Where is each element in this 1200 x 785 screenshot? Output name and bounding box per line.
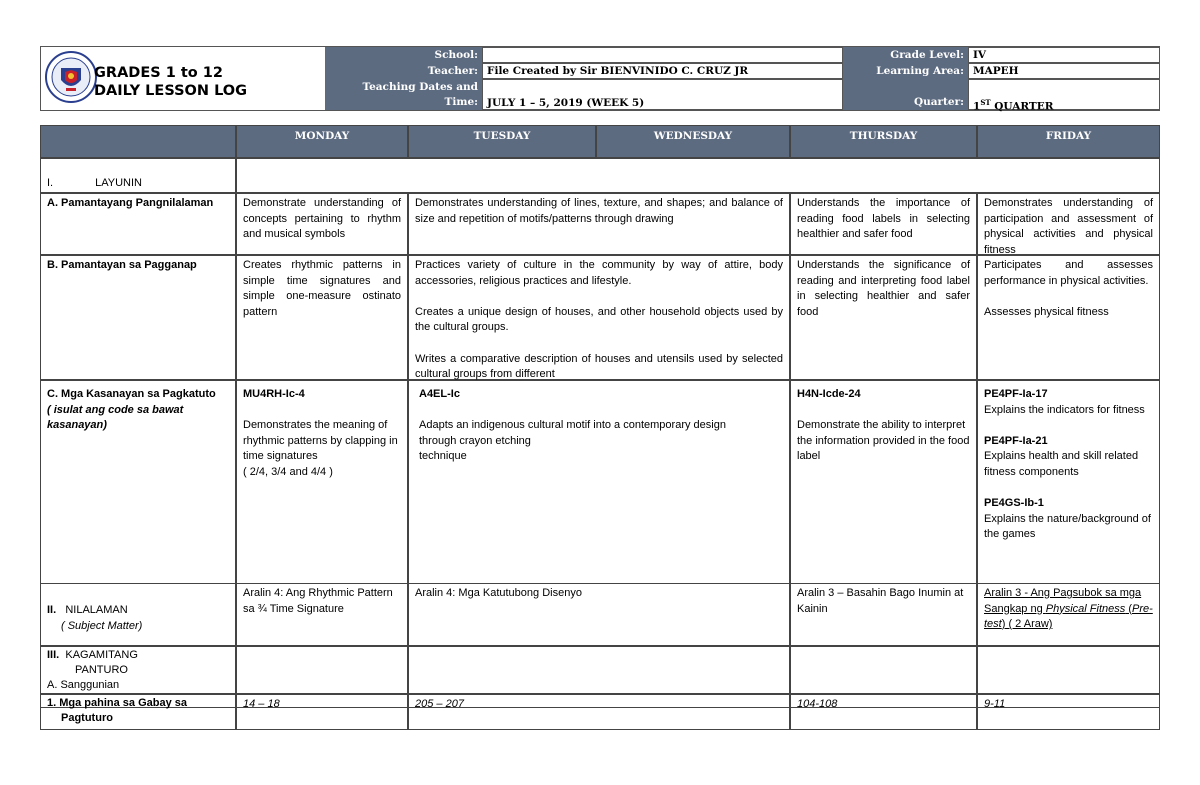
row-c-tue-text: Adapts an indigenous cultural motif into a contemporary design through crayon etching (419, 419, 726, 447)
row-c-monday-text-2: ( 2/4, 3/4 and 4/4 ) (243, 465, 333, 478)
learning-area-label: Learning Area: (843, 63, 968, 79)
layunin-number: I. (47, 177, 54, 189)
row-nilalaman-tuesday-wednesday: Aralin 4: Mga Katutubong Disenyo (408, 583, 790, 646)
row-nilalaman-thursday: Aralin 3 – Basahin Bago Inumin at Kainin (790, 583, 977, 646)
grade-level-label: Grade Level: (843, 47, 968, 63)
row-kagamitan-thursday (790, 646, 977, 694)
grade-level-field[interactable]: IV (968, 47, 1160, 63)
row-c-fri-text-1: Explains the indicators for fitness (984, 403, 1145, 416)
row-b-label: B. Pamantayan sa Pagganap (40, 255, 236, 380)
quarter-label: Quarter: (843, 79, 968, 110)
lesson-log-table (40, 125, 1160, 730)
row-pahina-friday: 9-11 (977, 694, 1160, 730)
row-c-subtitle: ( isulat ang code sa bawat kasanayan) (47, 403, 184, 432)
deped-seal-logo (44, 50, 98, 104)
row-pahina-label (40, 694, 236, 730)
row-c-title: C. Mga Kasanayan sa Pagkatuto (47, 388, 216, 400)
school-field[interactable] (482, 47, 843, 63)
teaching-dates-label-line1: Teaching Dates and (362, 81, 478, 93)
row-kagamitan-monday (236, 646, 408, 694)
row-a-tuesday-wednesday: Demonstrates understanding of lines, texture, and shapes; and balance of size and repetition of motifs/patterns through drawing (408, 193, 790, 255)
nilalaman-fri-d: Pre-test (984, 602, 1153, 631)
school-label: School: (325, 47, 482, 63)
row-pahina-tuesday-wednesday: 205 – 207 (408, 694, 790, 730)
day-header-monday: MONDAY (236, 125, 408, 158)
teaching-dates-field[interactable]: JULY 1 – 5, 2019 (WEEK 5) (482, 79, 843, 110)
row-kagamitan-friday (977, 646, 1160, 694)
row-c-fri-text-3: Explains the nature/background of the games (984, 512, 1151, 541)
nilalaman-fri-e: ) ( 2 Araw) (1001, 618, 1053, 631)
row-c-fri-code-1: PE4PF-Ia-17 (984, 388, 1048, 400)
row-b-tue-paragraph-1: Practices variety of culture in the community by way of attire, body accessories, religious practices and lifestyle. (415, 259, 783, 287)
row-b-tue-paragraph-2: Creates a unique design of houses, and other household objects used by the cultural groups. (415, 305, 783, 334)
row-nilalaman-friday (977, 583, 1160, 646)
kagamitan-text-2: PANTURO (75, 664, 128, 676)
row-b-thursday: Understands the significance of reading and interpreting food label in selecting healthier and safer food (790, 255, 977, 380)
row-kagamitan-tuesday-wednesday (408, 646, 790, 694)
day-header-blank (40, 125, 236, 158)
row-c-monday-text: Demonstrates the meaning of rhythmic patterns by clapping in time signatures (243, 419, 398, 463)
kagamitan-number: III. (47, 649, 60, 661)
row-b-fri-paragraph-2: Assesses physical fitness (984, 305, 1109, 318)
row-b-tue-paragraph-3: Writes a comparative description of houses and utensils used by selected cultural groups from different (415, 352, 783, 381)
document-title (94, 64, 247, 100)
nilalaman-text: NILALAMAN (65, 604, 128, 616)
title-line-1: GRADES 1 to 12 (94, 65, 223, 81)
row-layunin-content (236, 158, 1160, 193)
nilalaman-number: II. (47, 604, 57, 616)
row-b-monday: Creates rhythmic patterns in simple time signatures and simple one-measure ostinato pattern (236, 255, 408, 380)
nilalaman-fri-c: ( (1125, 602, 1132, 615)
row-pahina-monday: 14 – 18 (236, 694, 408, 730)
quarter-number: 1 (973, 100, 981, 113)
row-a-thursday: Understands the importance of reading food labels in selecting healthier and safer food (790, 193, 977, 255)
day-header-wednesday: WEDNESDAY (596, 125, 790, 158)
pahina-text-1: 1. Mga pahina sa Gabay sa (47, 697, 188, 709)
row-nilalaman-monday: Aralin 4: Ang Rhythmic Pattern sa ¾ Time Signature (236, 583, 408, 646)
layunin-text: LAYUNIN (95, 177, 142, 189)
row-a-friday: Demonstrates understanding of participation and assessment of physical activities and physical fitness (977, 193, 1160, 255)
quarter-field[interactable] (968, 79, 1160, 113)
teacher-field[interactable]: File Created by Sir BIENVINIDO C. CRUZ JR (482, 63, 843, 79)
learning-area-field[interactable]: MAPEH (968, 63, 1160, 79)
teacher-label: Teacher: (325, 63, 482, 79)
row-a-label: A. Pamantayang Pangnilalaman (40, 193, 236, 255)
nilalaman-fri-a: Aralin 3 - Ang Pagsubok sa mga Sangkap ng (984, 587, 1142, 615)
row-c-tue-code: A4EL-Ic (419, 388, 460, 400)
row-b-friday (977, 255, 1160, 380)
day-header-thursday: THURSDAY (790, 125, 977, 158)
row-layunin-label (40, 158, 236, 193)
title-line-2: DAILY LESSON LOG (94, 83, 248, 99)
row-c-tue-text-2: technique (419, 450, 467, 463)
quarter-text: QUARTER (990, 100, 1054, 113)
row-b-tuesday-wednesday (408, 255, 790, 380)
pahina-text-2: Pagtuturo (61, 712, 113, 724)
day-header-tuesday: TUESDAY (408, 125, 596, 158)
kagamitan-text-1: KAGAMITANG (65, 649, 138, 661)
row-nilalaman-label (40, 583, 236, 646)
kagamitan-text-3: A. Sanggunian (47, 679, 120, 691)
day-header-friday: FRIDAY (977, 125, 1160, 158)
quarter-suffix: ST (980, 98, 991, 107)
row-c-fri-code-3: PE4GS-Ib-1 (984, 497, 1044, 510)
nilalaman-fri-b: Physical Fitness (1045, 602, 1126, 615)
row-c-thu-text: Demonstrate the ability to interpret the information provided in the food label (797, 419, 970, 463)
row-a-monday: Demonstrate understanding of concepts pertaining to rhythm and musical symbols (236, 193, 408, 255)
row-c-monday-code: MU4RH-Ic-4 (243, 388, 305, 400)
row-c-fri-code-2: PE4PF-Ia-21 (984, 434, 1048, 447)
row-kagamitan-label (40, 646, 236, 694)
row-b-fri-paragraph-1: Participates and assesses performance in physical activities. (984, 259, 1153, 287)
teaching-dates-label-line2: Time: (444, 96, 478, 108)
row-c-fri-text-2: Explains health and skill related fitness components (984, 450, 1139, 478)
teaching-dates-label (325, 79, 482, 110)
row-pahina-thursday: 104-108 (790, 694, 977, 730)
row-c-thu-code: H4N-Icde-24 (797, 388, 861, 400)
nilalaman-subtitle: ( Subject Matter) (61, 619, 143, 632)
